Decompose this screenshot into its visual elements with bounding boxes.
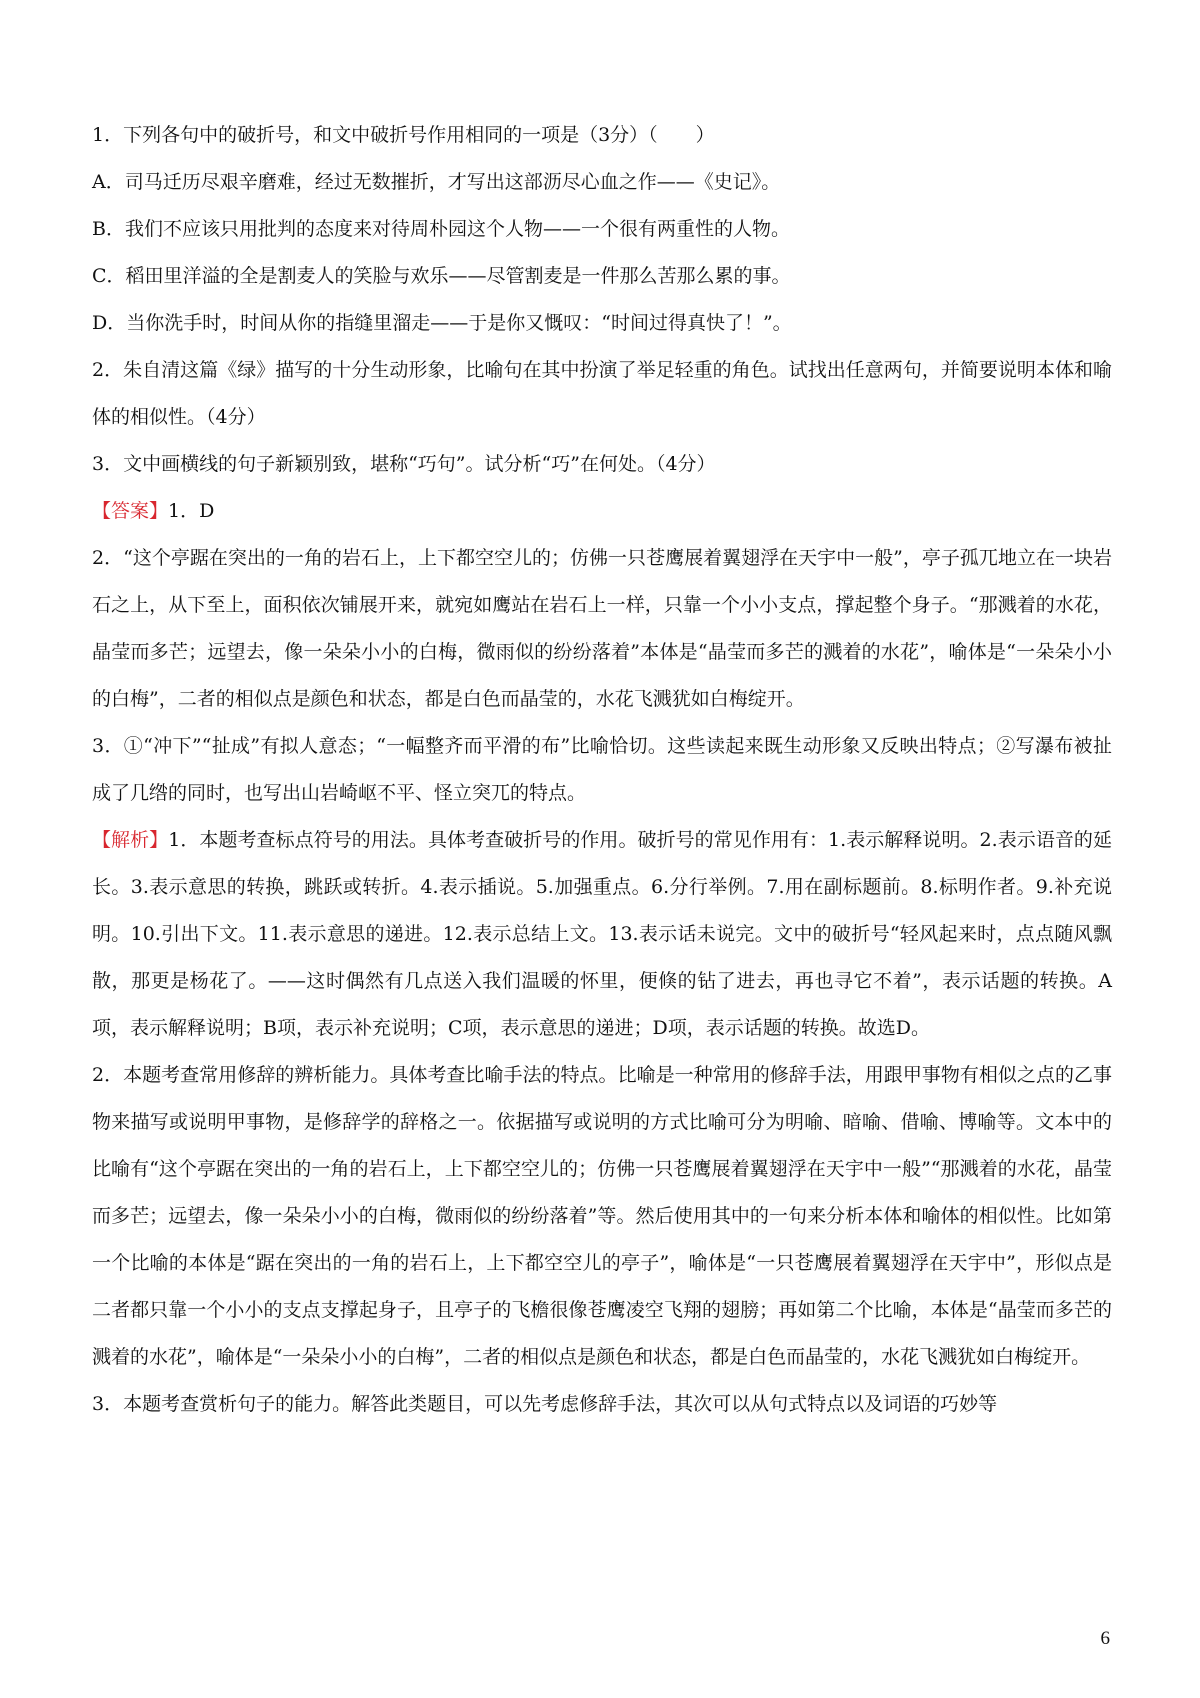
option-d: D．当你洗手时，时间从你的指缝里溜走——于是你又慨叹：“时间过得真快了！”。 — [92, 312, 792, 334]
analysis-3: 3．本题考查赏析句子的能力。解答此类题目，可以先考虑修辞手法，其次可以从句式特点以及词语的巧妙等 — [92, 1393, 998, 1415]
question-3: 3．文中画横线的句子新颖别致，堪称“巧句”。试分析“巧”在何处。（4分） — [92, 453, 716, 475]
question-2: 2．朱自清这篇《绿》描写的十分生动形象，比喻句在其中扮演了举足轻重的角色。试找出任意两句，并简要说明本体和喻体的相似性。（4分） — [92, 359, 1112, 428]
page-number: 6 — [1100, 1628, 1110, 1649]
answer-tag: 【答案】 — [92, 500, 169, 522]
answer-2: 2．“这个亭踞在突出的一角的岩石上，上下都空空儿的；仿佛一只苍鹰展着翼翅浮在天宇中一般”，亭子孤兀地立在一块岩石之上，从下至上，面积依次铺展开来，就宛如鹰站在岩石上一样，只靠一个小小支点，撑起整个身子。“那溅着的水花，晶莹而多芒；远望去，像一朵朵小小的白梅，微雨似的纷纷落着”本体是“晶莹而多芒的溅着的水花”，喻体是“一朵朵小小的白梅”，二者的相似点是颜色和状态，都是白色而晶莹的，水花飞溅犹如白梅绽开。 — [92, 547, 1112, 710]
question-1: 1．下列各句中的破折号，和文中破折号作用相同的一项是（3分）（ ） — [92, 124, 715, 146]
analysis-2: 2．本题考查常用修辞的辨析能力。具体考查比喻手法的特点。比喻是一种常用的修辞手法，用跟甲事物有相似之点的乙事物来描写或说明甲事物，是修辞学的辞格之一。依据描写或说明的方式比喻可分为明喻、暗喻、借喻、博喻等。文本中的比喻有“这个亭踞在突出的一角的岩石上，上下都空空儿的；仿佛一只苍鹰展着翼翅浮在天宇中一般”“那溅着的水花，晶莹而多芒；远望去，像一朵朵小小的白梅，微雨似的纷纷落着”等。然后使用其中的一句来分析本体和喻体的相似性。比如第一个比喻的本体是“踞在突出的一角的岩石上，上下都空空儿的亭子”，喻体是“一只苍鹰展着翼翅浮在天宇中”，形似点是二者都只靠一个小小的支点支撑起身子，且亭子的飞檐很像苍鹰凌空飞翔的翅膀；再如第二个比喻，本体是“晶莹而多芒的溅着的水花”，喻体是“一朵朵小小的白梅”，二者的相似点是颜色和状态，都是白色而晶莹的，水花飞溅犹如白梅绽开。 — [92, 1064, 1112, 1368]
answer-line — [92, 488, 1112, 535]
option-a: A．司马迁历尽艰辛磨难，经过无数摧折，才写出这部沥尽心血之作——《史记》。 — [92, 171, 781, 193]
analysis-line — [92, 817, 1112, 1052]
analysis-tag: 【解析】 — [92, 829, 169, 851]
option-b: B．我们不应该只用批判的态度来对待周朴园这个人物——一个很有两重性的人物。 — [92, 218, 790, 240]
analysis-1: 1．本题考查标点符号的用法。具体考查破折号的作用。破折号的常见作用有：1.表示解释说明。2.表示语音的延长。3.表示意思的转换，跳跃或转折。4.表示插说。5.加强重点。6.分行举例。7.用在副标题前。8.标明作者。9.补充说明。10.引出下文。11.表示意思的递进。12.表示总结上文。13.表示话未说完。文中的破折号“轻风起来时，点点随风飘散，那更是杨花了。——这时偶然有几点送入我们温暖的怀里，便倏的钻了进去，再也寻它不着”，表示话题的转换。A项，表示解释说明；B项，表示补充说明；C项，表示意思的递进；D项，表示话题的转换。故选D。 — [92, 829, 1112, 1039]
document-body — [92, 112, 1112, 1428]
answer-1: 1．D — [168, 500, 215, 522]
option-c: C．稻田里洋溢的全是割麦人的笑脸与欢乐——尽管割麦是一件那么苦那么累的事。 — [92, 265, 791, 287]
answer-3: 3．①“冲下”“扯成”有拟人意态；“一幅整齐而平滑的布”比喻恰切。这些读起来既生动形象又反映出特点；②写瀑布被扯成了几绺的同时，也写出山岩崎岖不平、怪立突兀的特点。 — [92, 735, 1112, 804]
